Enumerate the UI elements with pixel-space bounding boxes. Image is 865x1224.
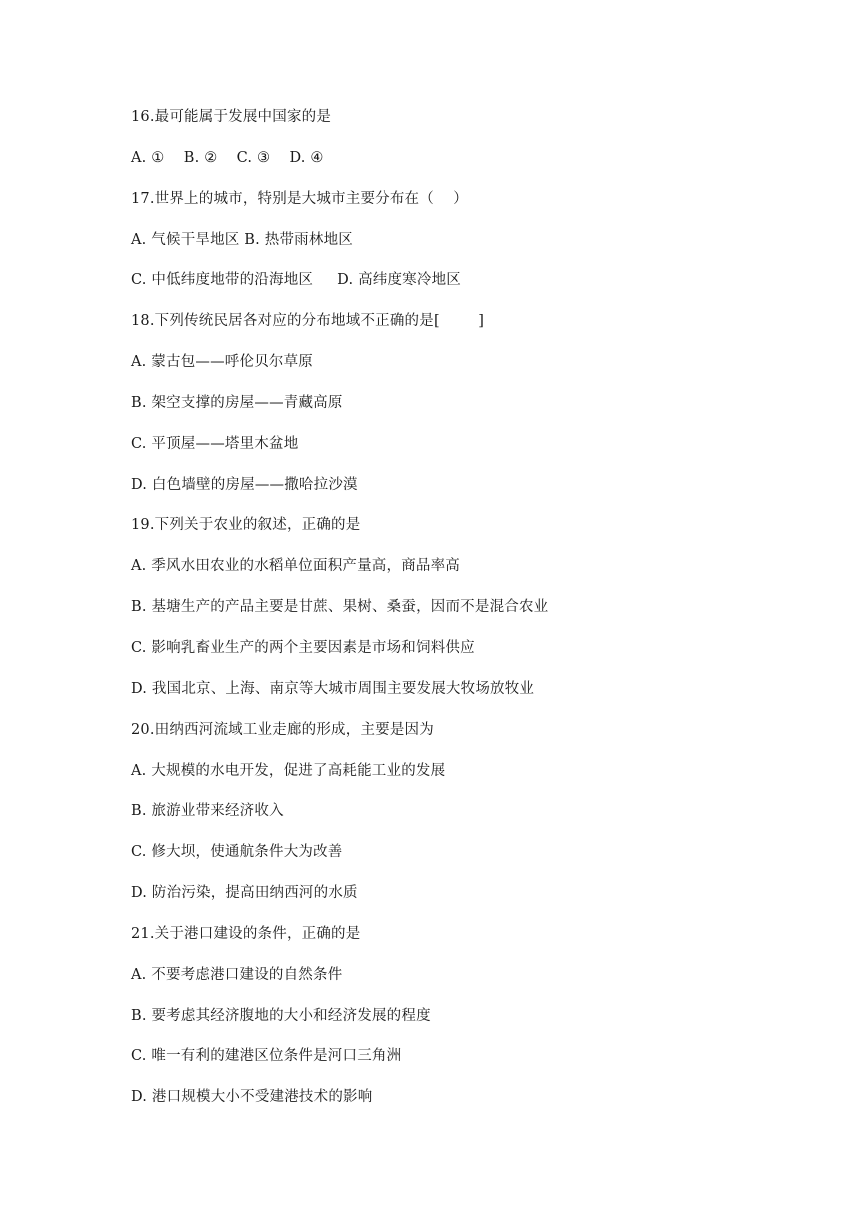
question-17-options-ab: A. 气候干旱地区 B. 热带雨林地区 (131, 231, 353, 248)
question-16-options: A. ① B. ② C. ③ D. ④ (131, 149, 324, 166)
question-20-option-a: A. 大规模的水电开发，促进了高耗能工业的发展 (131, 762, 446, 779)
question-19-option-c: C. 影响乳畜业生产的两个主要因素是市场和饲料供应 (131, 639, 475, 656)
question-17-options-cd: C. 中低纬度地带的沿海地区 D. 高纬度寒冷地区 (131, 272, 461, 289)
question-21-option-b: B. 要考虑其经济腹地的大小和经济发展的程度 (131, 1007, 431, 1024)
question-18-stem: 18.下列传统民居各对应的分布地域不正确的是[ ] (131, 313, 485, 330)
question-21-option-d: D. 港口规模大小不受建港技术的影响 (131, 1089, 373, 1106)
document-page (131, 104, 831, 1125)
question-20-option-c: C. 修大坝，使通航条件大为改善 (131, 844, 343, 861)
question-19-option-b: B. 基塘生产的产品主要是甘蔗、果树、桑蚕，因而不是混合农业 (131, 599, 549, 616)
question-20-option-d: D. 防治污染，提高田纳西河的水质 (131, 885, 358, 902)
question-17-stem: 17.世界上的城市，特别是大城市主要分布在（ ） (131, 190, 468, 207)
question-18-option-a: A. 蒙古包——呼伦贝尔草原 (131, 354, 313, 371)
question-16-stem: 16.最可能属于发展中国家的是 (131, 109, 332, 125)
question-19-option-d: D. 我国北京、上海、南京等大城市周围主要发展大牧场放牧业 (131, 680, 535, 697)
question-21-option-a: A. 不要考虑港口建设的自然条件 (131, 966, 343, 983)
question-19-stem: 19.下列关于农业的叙述，正确的是 (131, 517, 361, 534)
question-20-option-b: B. 旅游业带来经济收入 (131, 803, 284, 820)
question-21-stem: 21.关于港口建设的条件，正确的是 (131, 925, 361, 942)
question-20-stem: 20.田纳西河流域工业走廊的形成，主要是因为 (131, 721, 434, 738)
question-18-option-c: C. 平顶屋——塔里木盆地 (131, 435, 299, 452)
question-19-option-a: A. 季风水田农业的水稻单位面积产量高，商品率高 (131, 558, 460, 575)
question-18-option-d: D. 白色墙壁的房屋——撒哈拉沙漠 (131, 476, 358, 493)
question-21-option-c: C. 唯一有利的建港区位条件是河口三角洲 (131, 1048, 402, 1065)
question-18-option-b: B. 架空支撑的房屋——青藏高原 (131, 394, 343, 411)
